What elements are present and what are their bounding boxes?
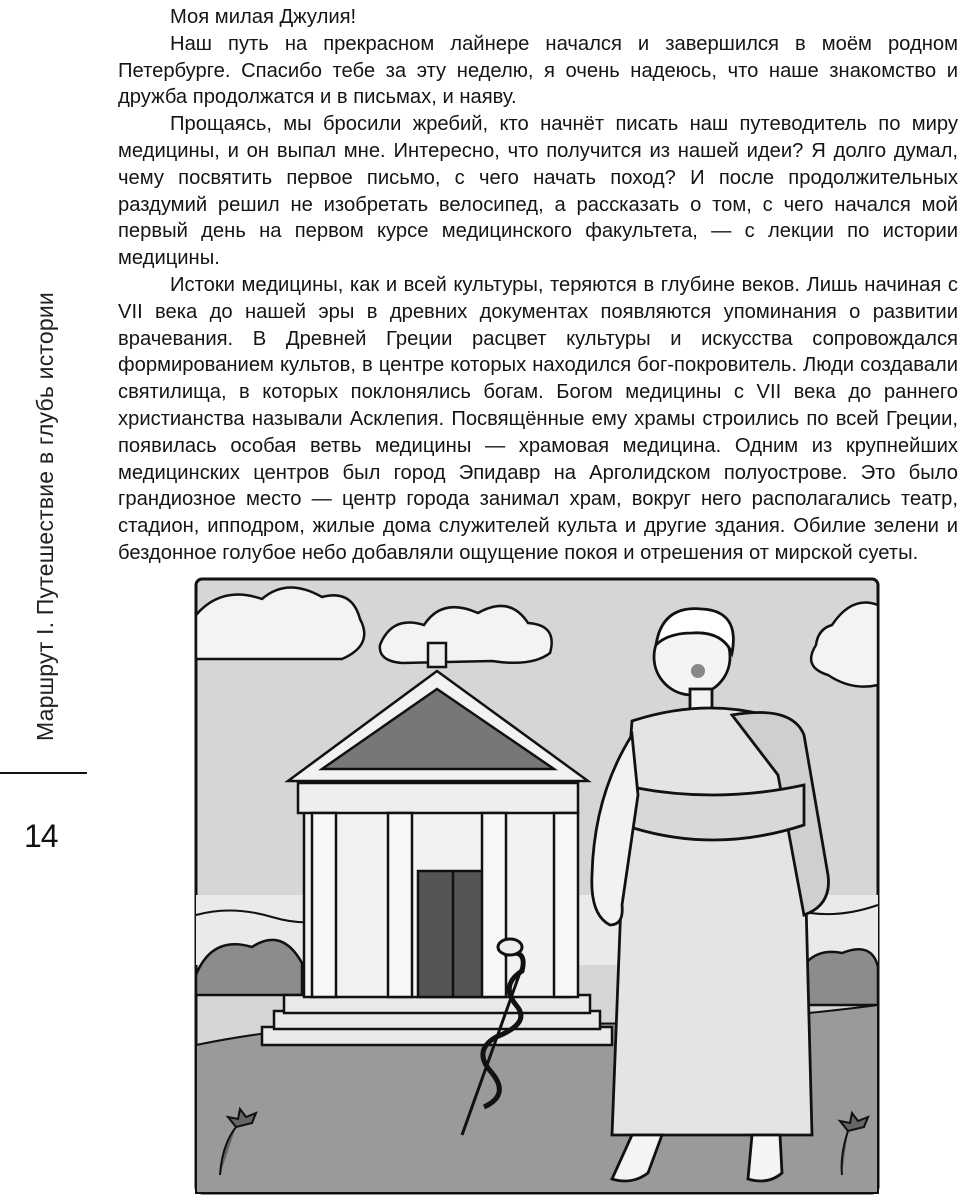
asclepius-temple-illustration <box>192 575 882 1197</box>
sidebar-divider <box>0 772 87 774</box>
letter-paragraph-2: Прощаясь, мы бросили жребий, кто начнёт писать наш путеводитель по миру медицины, и он выпал мне. Интересно, что получится из нашей идеи? Я долго думал, чему посвятить первое письмо, с чего начать поход? И после продолжительных раздумий решил не изобретать велосипед, а рассказать о том, с чего начался мой первый день на первом курсе медицинского факультета, — с лекции по истории медицины. <box>118 113 958 270</box>
letter-greeting: Моя милая Джулия! <box>170 6 357 28</box>
cloud-left <box>196 587 364 659</box>
letter-paragraph-1: Наш путь на прекрасном лайнере начался и завершился в моём родном Петербурге. Спасибо тебе за эту неделю, я очень надеюсь, что наше знакомство и дружба продолжатся и в письмах, и наяву. <box>118 32 958 109</box>
page-number: 14 <box>24 818 58 854</box>
letter-text <box>118 4 958 567</box>
running-title: Маршрут I. Путешествие в глубь истории <box>31 291 58 741</box>
temple-steps <box>262 995 612 1045</box>
letter-paragraph-3: Истоки медицины, как и всей культуры, теряются в глубине веков. Лишь начиная с VII века до нашей эры в древних документах появляются упоминания о развитии врачевания. В Древней Греции расцвет культуры и искусства сопровождался формированием культов, в центре которых находился бог-покровитель. Люди создавали святилища, в которых поклонялись богам. Богом медицины с VII века до раннего христианства называли Асклепия. Посвящённые ему храмы строились по всей Греции, появилась особая ветвь медицины — храмовая медицина. Одним из крупнейших медицинских центров был город Эпидавр на Арголидском полуострове. Это было грандиозное место — центр города занимал храм, вокруг него располагались театр, стадион, ипподром, жилые дома служителей культа и другие здания. Обилие зелени и бездонное голубое небо добавляли ощущение покоя и отрешения от мирской суеты. <box>118 273 958 564</box>
running-title-container <box>22 292 68 740</box>
